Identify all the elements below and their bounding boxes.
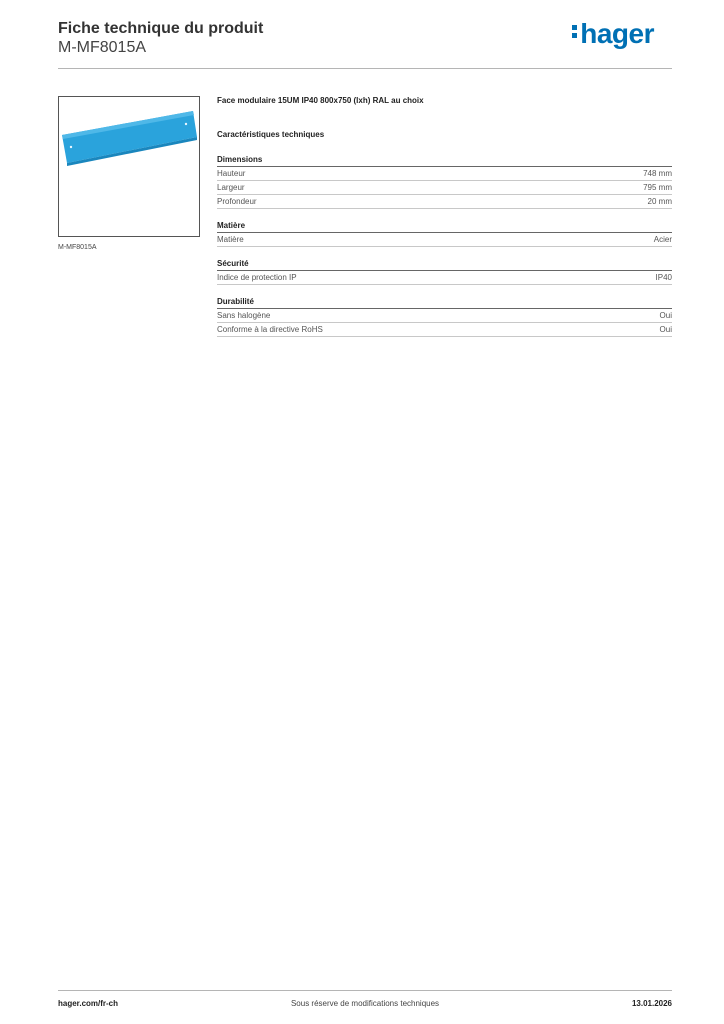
- spec-row: [217, 271, 672, 285]
- product-content: [217, 96, 672, 349]
- header-divider: [58, 68, 672, 69]
- section-title: Dimensions: [217, 155, 672, 167]
- spec-row: [217, 167, 672, 181]
- product-image-frame: [58, 96, 200, 237]
- spec-row: [217, 233, 672, 247]
- product-description: Face modulaire 15UM IP40 800x750 (lxh) RAL au choix: [217, 96, 424, 105]
- document-title: Fiche technique du produit: [58, 20, 264, 37]
- image-caption: M-MF8015A: [58, 244, 97, 251]
- logo-text: hager: [580, 18, 654, 49]
- spec-row: [217, 323, 672, 337]
- spec-row: [217, 309, 672, 323]
- spec-label: Profondeur: [217, 197, 257, 206]
- spec-row: [217, 181, 672, 195]
- spec-value: Acier: [653, 235, 672, 244]
- section-title: Sécurité: [217, 259, 672, 271]
- section-durability: [217, 297, 672, 337]
- footer-date: 13.01.2026: [631, 999, 672, 1008]
- section-title: Matière: [217, 221, 672, 233]
- footer-website: hager.com/fr-ch: [58, 999, 119, 1008]
- hager-logo: [572, 18, 654, 50]
- logo-dots-icon: [572, 22, 578, 41]
- spec-value: IP40: [655, 273, 672, 282]
- page-header: [58, 20, 672, 70]
- spec-label: Conforme à la directive RoHS: [217, 325, 323, 334]
- spec-row: [217, 195, 672, 209]
- section-title: Durabilité: [217, 297, 672, 309]
- section-security: [217, 259, 672, 285]
- spec-value: 20 mm: [647, 197, 672, 206]
- spec-value: Oui: [659, 325, 672, 334]
- spec-label: Hauteur: [217, 169, 246, 178]
- spec-label: Sans halogène: [217, 311, 271, 320]
- product-image: [59, 97, 199, 236]
- section-material: [217, 221, 672, 247]
- footer-divider: [58, 990, 672, 991]
- spec-label: Indice de protection IP: [217, 273, 297, 282]
- spec-label: Matière: [217, 235, 244, 244]
- footer-notice: Sous réserve de modifications techniques: [290, 999, 440, 1008]
- spec-value: 748 mm: [643, 169, 672, 178]
- product-reference: M-MF8015A: [58, 39, 147, 56]
- characteristics-heading: Caractéristiques techniques: [217, 130, 325, 139]
- section-dimensions: [217, 155, 672, 209]
- spec-value: 795 mm: [643, 183, 672, 192]
- spec-value: Oui: [659, 311, 672, 320]
- spec-label: Largeur: [217, 183, 245, 192]
